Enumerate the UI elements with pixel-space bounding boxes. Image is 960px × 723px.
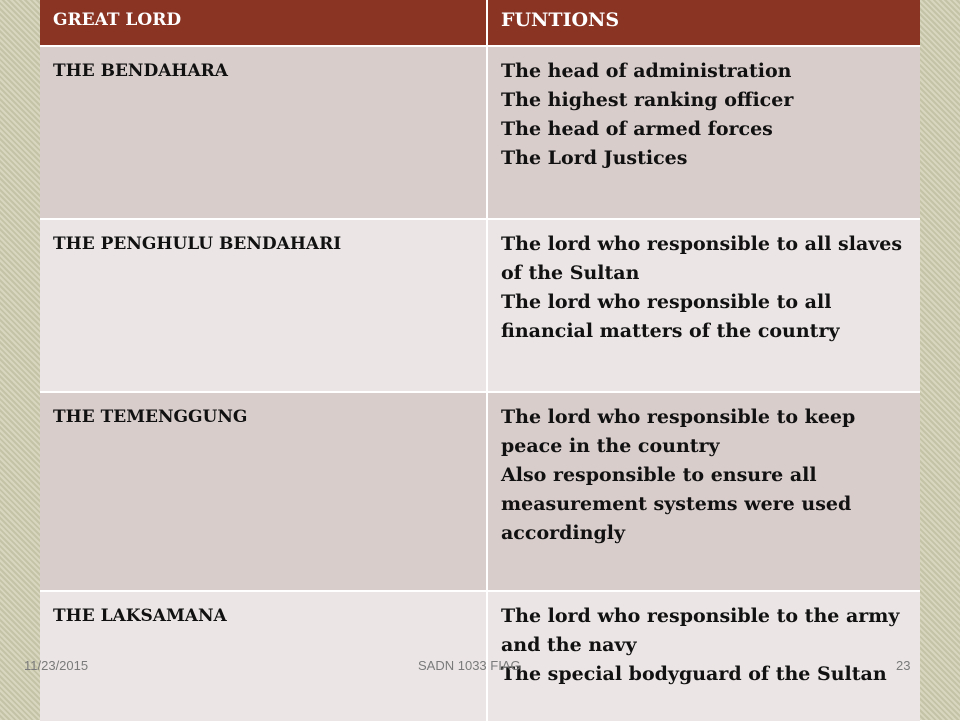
footer-page-number: 23	[896, 658, 911, 673]
footer-date: 11/23/2015	[24, 658, 89, 673]
function-item: The head of armed forces	[501, 118, 773, 140]
function-item: The lord who responsible to the army and the navy	[501, 605, 900, 656]
function-item: The head of administration	[501, 60, 792, 82]
function-item: The highest ranking officer	[501, 89, 794, 111]
lord-name: THE PENGHULU BENDAHARI	[40, 220, 488, 393]
function-item: The lord who responsible to all financial matters of the country	[501, 291, 840, 342]
function-item: The special bodyguard of the Sultan	[501, 663, 887, 685]
lord-name: THE LAKSAMANA	[40, 592, 488, 723]
footer-course-code: SADN 1033 FIAG	[418, 658, 521, 673]
function-item: The Lord Justices	[501, 147, 688, 169]
header-functions: FUNTIONS	[488, 0, 920, 47]
header-great-lord: GREAT LORD	[40, 0, 488, 47]
lord-functions	[488, 393, 920, 592]
table-row	[40, 393, 920, 592]
table-row	[40, 47, 920, 220]
right-decorative-band	[920, 0, 960, 720]
function-item: The lord who responsible to all slaves of the Sultan	[501, 233, 903, 284]
lord-functions	[488, 592, 920, 723]
function-item: Also responsible to ensure all measurement systems were used accordingly	[501, 464, 852, 544]
great-lords-table	[40, 0, 920, 723]
function-item: The lord who responsible to keep peace in the country	[501, 406, 856, 457]
table-row	[40, 220, 920, 393]
lord-name: THE TEMENGGUNG	[40, 393, 488, 592]
lord-name: THE BENDAHARA	[40, 47, 488, 220]
lord-functions	[488, 220, 920, 393]
table-header-row	[40, 0, 920, 47]
left-decorative-band	[0, 0, 40, 720]
lord-functions	[488, 47, 920, 220]
